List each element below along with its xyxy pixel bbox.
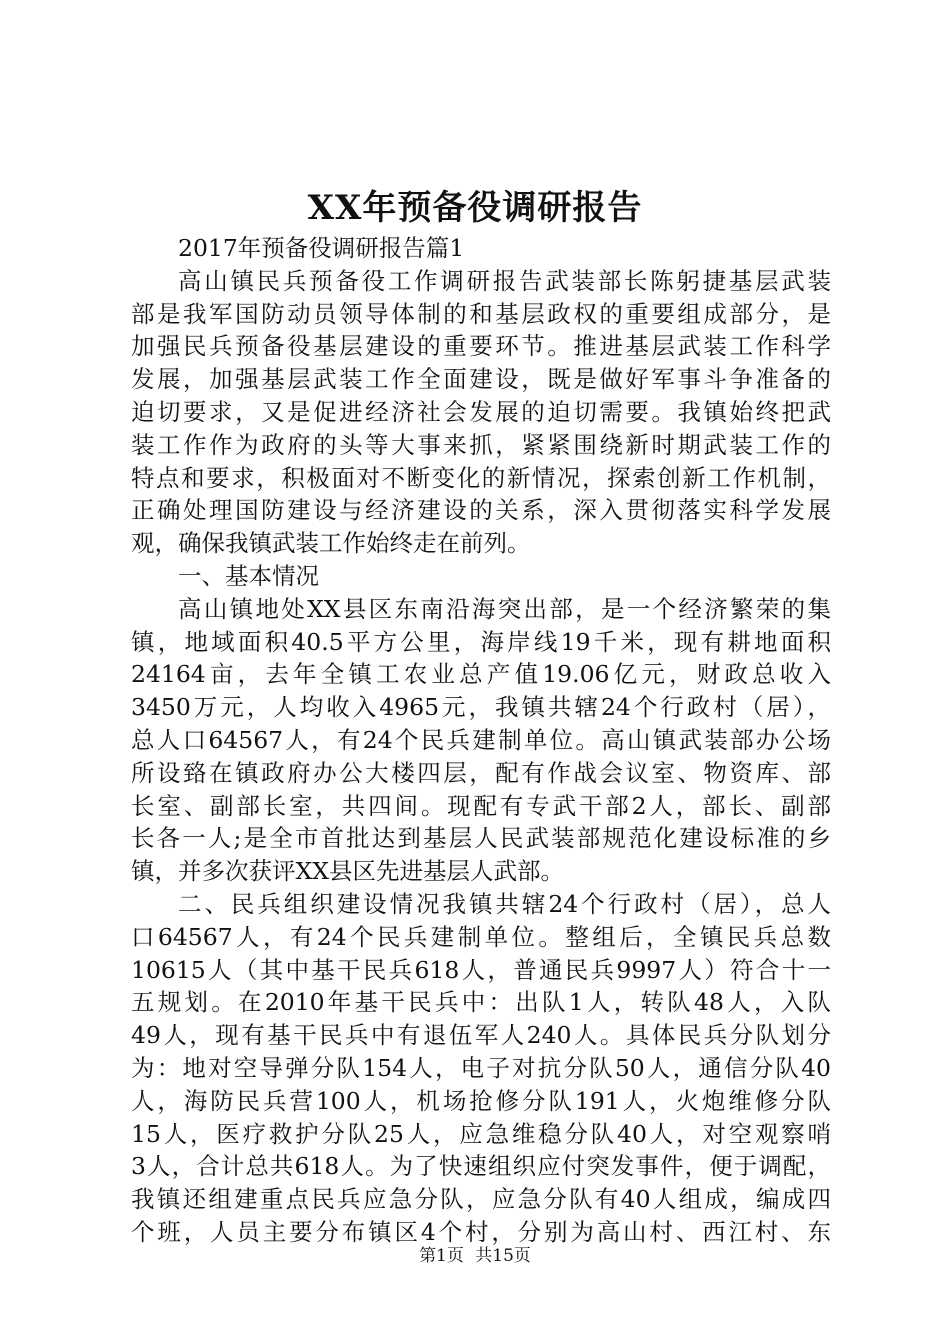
text-line: 所设臵在镇政府办公大楼四层，配有作战会议室、物资库、部	[131, 758, 831, 787]
text-line: 长各一人;是全市首批达到基层人民武装部规范化建设标准的乡	[131, 824, 831, 853]
text-line: 10615人（其中基干民兵618人，普通民兵9997人）符合十一	[131, 955, 831, 984]
text-line: 49人，现有基干民兵中有退伍军人240人。具体民兵分队划分	[131, 1021, 831, 1050]
text-line: 镇，并多次获评XX县区先进基层人武部。	[131, 857, 564, 886]
text-line: 我镇还组建重点民兵应急分队，应急分队有40人组成，编成四	[131, 1185, 831, 1214]
page-number: 第1页	[419, 1246, 464, 1266]
text-line: 五规划。在2010年基干民兵中：出队1人，转队48人，入队	[131, 988, 831, 1017]
page-total: 共15页	[475, 1246, 531, 1266]
document-title: XX年预备役调研报告	[307, 188, 643, 228]
text-line: 装工作作为政府的头等大事来抓，紧紧围绕新时期武装工作的	[131, 430, 831, 459]
text-line: 个班，人员主要分布镇区4个村，分别为高山村、西江村、东	[131, 1217, 831, 1246]
text-line: 镇，地域面积40.5平方公里，海岸线19千米，现有耕地面积	[131, 627, 831, 656]
text-line: 口64567人，有24个民兵建制单位。整组后，全镇民兵总数	[131, 922, 831, 951]
text-line: 人，海防民兵营100人，机场抢修分队191人，火炮维修分队	[131, 1086, 831, 1115]
text-line: 3人，合计总共618人。为了快速组织应付突发事件，便于调配，	[131, 1152, 831, 1181]
text-line: 15人，医疗救护分队25人，应急维稳分队40人，对空观察哨	[131, 1119, 831, 1148]
text-line: 一、基本情况	[178, 561, 319, 590]
text-line: 二、民兵组织建设情况我镇共辖24个行政村（居），总人	[178, 889, 831, 918]
text-line: 高山镇地处XX县区东南沿海突出部，是一个经济繁荣的集	[178, 594, 831, 623]
text-line: 正确处理国防建设与经济建设的关系，深入贯彻落实科学发展	[131, 496, 831, 525]
text-line: 24164亩，去年全镇工农业总产值19.06亿元，财政总收入	[131, 660, 831, 689]
text-line: 长室、副部长室，共四间。现配有专武干部2人，部长、副部	[131, 791, 831, 820]
text-line: 3450万元，人均收入4965元，我镇共辖24个行政村（居），	[131, 693, 831, 722]
text-line: 部是我军国防动员领导体制的和基层政权的重要组成部分，是	[131, 299, 831, 328]
text-line: 高山镇民兵预备役工作调研报告武装部长陈躬捷基层武装	[178, 266, 831, 295]
text-line: 观，确保我镇武装工作始终走在前列。	[131, 529, 531, 558]
text-line: 迫切要求，又是促进经济社会发展的迫切需要。我镇始终把武	[131, 397, 831, 426]
document-body	[131, 232, 831, 1249]
text-line: 特点和要求，积极面对不断变化的新情况，探索创新工作机制，	[131, 463, 831, 492]
text-line: 为：地对空导弹分队154人，电子对抗分队50人，通信分队40	[131, 1053, 831, 1082]
page-footer	[0, 1244, 950, 1268]
text-line: 2017年预备役调研报告篇1	[178, 234, 465, 262]
text-line: 发展，加强基层武装工作全面建设，既是做好军事斗争准备的	[131, 365, 831, 394]
text-line: 加强民兵预备役基层建设的重要环节。推进基层武装工作科学	[131, 332, 831, 361]
text-line: 总人口64567人，有24个民兵建制单位。高山镇武装部办公场	[131, 725, 831, 754]
